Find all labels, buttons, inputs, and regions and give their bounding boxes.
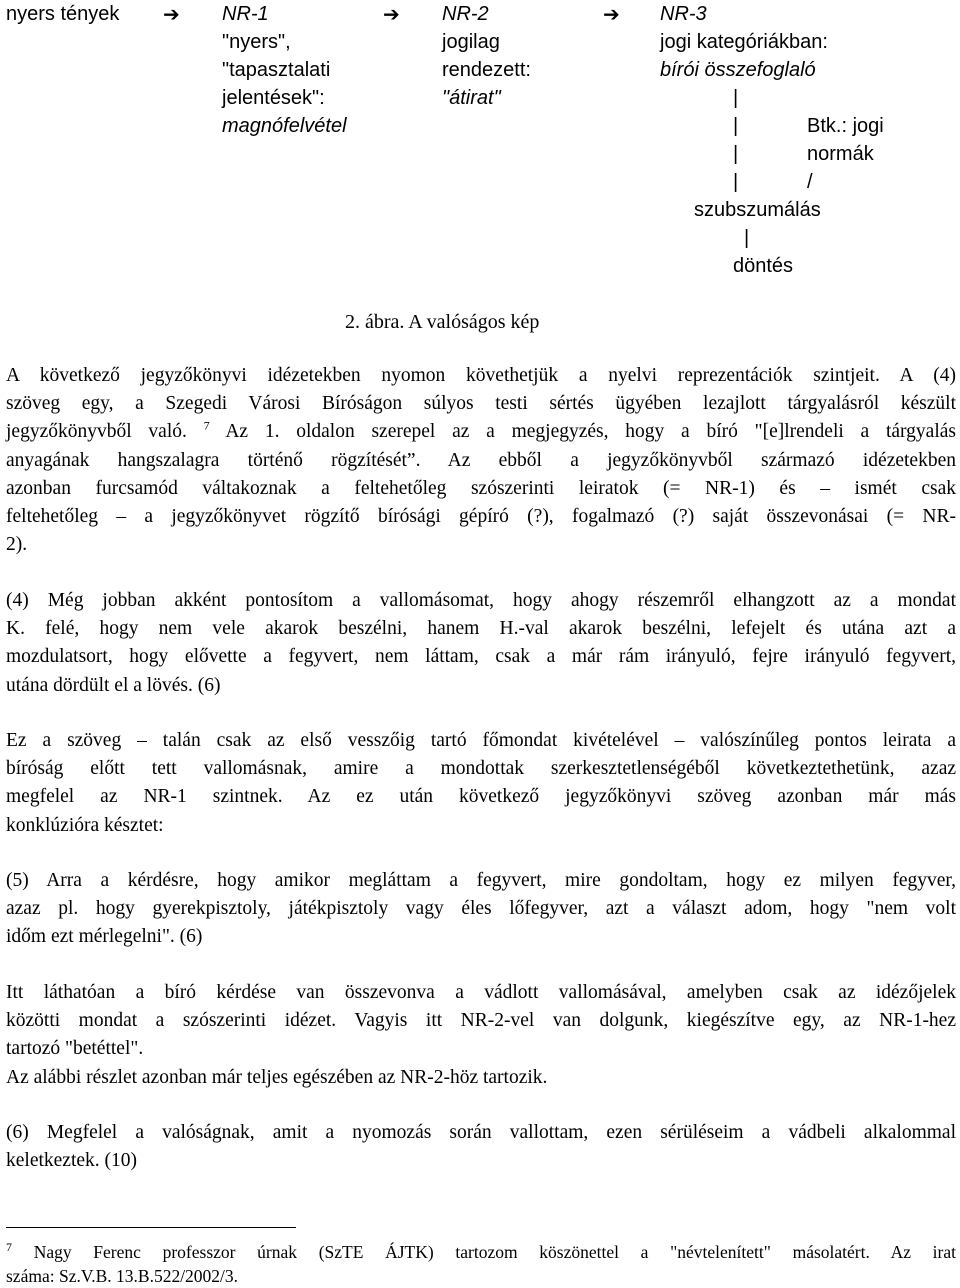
footnote-line xyxy=(6,1240,956,1264)
text-line: konklúzióra késztet: xyxy=(6,814,164,836)
text-line: Ez a szöveg – talán csak az első vesszőig tartó főmondat kivételével – valószínűleg pontos leirata a xyxy=(6,730,956,751)
paragraph xyxy=(6,979,956,1092)
nr1-line: "tapasztalati xyxy=(222,59,331,81)
quote-paragraph xyxy=(6,1119,956,1175)
text-line: azaz pl. hogy gyerekpisztoly, játékpisztoly vagy éles lőfegyver, azt a választ adom, hogy "nem volt xyxy=(6,898,956,920)
text-line: keletkeztek. (10) xyxy=(6,1150,138,1172)
figure-caption: 2. ábra. A valóságos kép xyxy=(345,311,540,333)
text-line: szöveg egy, a Szegedi Városi Bíróságon súlyos testi sértés ügyében lezajlott tárgyalásról készült xyxy=(6,393,956,415)
footnote-mark: 7 xyxy=(6,1240,12,1255)
nr2-line: jogilag xyxy=(442,31,500,53)
text-line: K. felé, hogy nem vele akarok beszélni, hanem H.-val akarok beszélni, lefejelt és utána azt a xyxy=(6,618,956,640)
nr1-line-italic: magnófelvétel xyxy=(222,115,347,137)
footnote-line: száma: Sz.V.B. 13.B.522/2002/3. xyxy=(6,1266,239,1286)
connector-bar: | xyxy=(733,115,739,137)
footnote-text: Nagy Ferenc professzor úrnak (SzTE ÁJTK) tartozom köszönettel a "névtelenített" másolatért. Az irat xyxy=(12,1242,956,1262)
quote-paragraph xyxy=(6,587,956,700)
decision-label: döntés xyxy=(733,255,794,277)
nr2-heading: NR-2 xyxy=(442,3,489,25)
footnote xyxy=(6,1240,956,1288)
btk-label: Btk.: jogi xyxy=(807,115,884,137)
text-line: (6) Megfelel a valóságnak, amit a nyomozás során vallottam, ezen sérüléseim a vádbeli alkalommal xyxy=(6,1122,956,1143)
arrow-right-icon: ➔ xyxy=(603,2,620,26)
text-line: 2). xyxy=(6,534,28,556)
nr3-heading: NR-3 xyxy=(660,3,707,25)
quote-paragraph xyxy=(6,867,956,952)
paragraph xyxy=(6,727,956,840)
text-span: jegyzőkönyvből való. xyxy=(6,421,187,443)
paragraph xyxy=(6,362,956,559)
text-line: közötti mondat a szószerinti idézet. Vagyis itt NR-2-vel van dolgunk, kiegészítve egy, az NR-1-hez xyxy=(6,1010,956,1032)
raw-facts-label: nyers tények xyxy=(6,3,120,25)
nr2-line-italic: "átirat" xyxy=(442,87,501,109)
text-line: (5) Arra a kérdésre, hogy amikor megláttam a fegyvert, mire gondoltam, hogy ez milyen fegyver, xyxy=(6,870,956,891)
connector-bar: | xyxy=(733,143,739,165)
subsumption-label: szubszumálás xyxy=(694,199,821,221)
connector-bar: | xyxy=(744,227,750,249)
nr1-line: "nyers", xyxy=(222,31,291,53)
text-line: anyagának hangszalagra történő rögzítését”. Az ebből a jegyzőkönyvből származó idézetekben xyxy=(6,449,956,471)
text-line: Itt láthatóan a bíró kérdése van összevonva a vádlott vallomásával, amelyben csak az idézőjelek xyxy=(6,982,956,1003)
text-line: bíróság előtt tett vallomásnak, amire a mondottak szerkesztetlenségéből következtethetünk, azaz xyxy=(6,758,956,780)
text-line: azonban furcsamód váltakoznak a feltehetőleg szószerinti leiratok (= NR-1) és – ismét csak xyxy=(6,477,956,499)
text-line: utána dördült el a lövés. (6) xyxy=(6,674,221,696)
text-line: (4) Még jobban akként pontosítom a vallomásomat, hogy ahogy részemről elhangzott az a mondat xyxy=(6,590,956,611)
text-line xyxy=(6,418,956,446)
nr1-heading: NR-1 xyxy=(222,3,269,25)
text-line: mozdulatsort, hogy elővette a fegyvert, nem láttam, csak a már rám irányuló, fejre irányuló fegyvert, xyxy=(6,646,956,668)
connector-bar: | xyxy=(733,171,739,193)
nr2-line: rendezett: xyxy=(442,59,531,81)
nr3-line: jogi kategóriákban: xyxy=(660,31,828,53)
nr3-line-italic: bírói összefoglaló xyxy=(660,59,816,81)
footnote-separator xyxy=(6,1227,296,1228)
text-span: Az 1. oldalon szerepel az a megjegyzés, hogy a bíró "[e]lrendeli a tárgyalás xyxy=(209,421,956,443)
text-line: A következő jegyzőkönyvi idézetekben nyomon követhetjük a nyelvi reprezentációk szintjeit. A (4) xyxy=(6,365,956,386)
connector-slash: / xyxy=(807,171,813,193)
text-line: Az alábbi részlet azonban már teljes egészében az NR-2-höz tartozik. xyxy=(6,1066,548,1088)
text-line: tartozó "betéttel". xyxy=(6,1038,144,1060)
normak-label: normák xyxy=(807,143,874,165)
arrow-right-icon: ➔ xyxy=(163,2,180,26)
footnote-ref: 7 xyxy=(203,418,210,433)
text-line: megfelel az NR-1 szintnek. Az ez után következő jegyzőkönyvi szöveg azonban már más xyxy=(6,786,956,808)
nr1-line: jelentések": xyxy=(222,87,325,109)
text-line: időm ezt mérlegelni". (6) xyxy=(6,926,203,948)
text-line: feltehetőleg – a jegyzőkönyvet rögzítő bírósági gépíró (?), fogalmazó (?) saját összevonásai (= NR- xyxy=(6,505,956,527)
connector-bar: | xyxy=(733,87,739,109)
arrow-right-icon: ➔ xyxy=(383,2,400,26)
